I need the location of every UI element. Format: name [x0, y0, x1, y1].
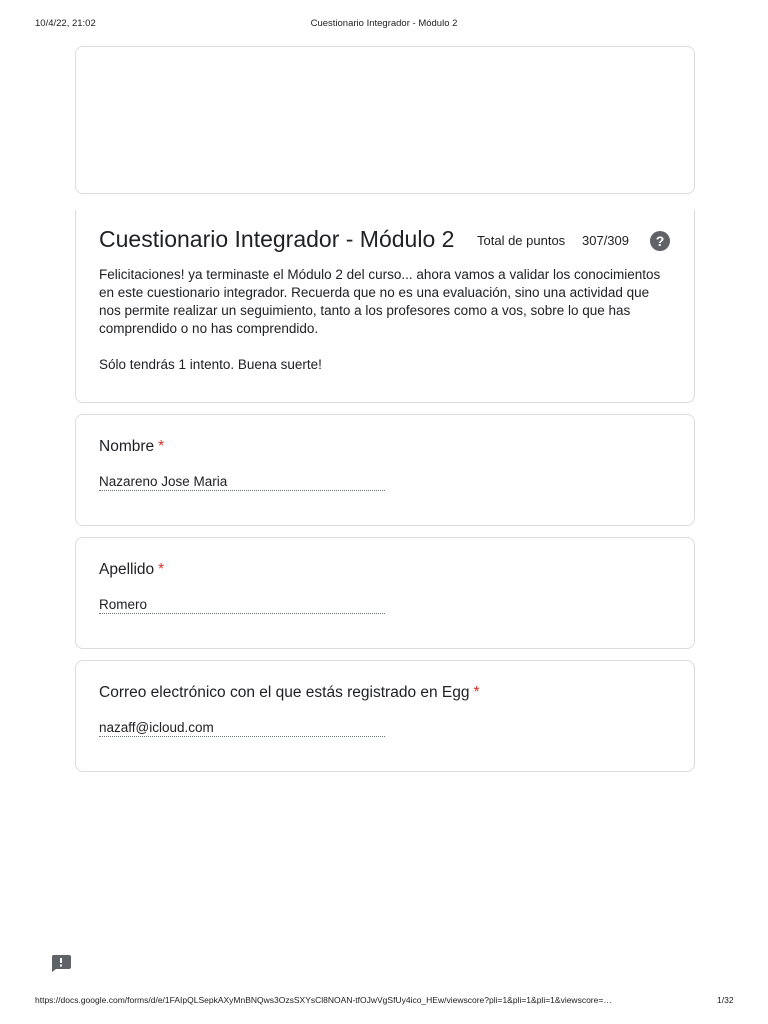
- required-asterisk: *: [473, 684, 480, 701]
- question-label-text: Correo electrónico con el que estás registrado en Egg: [99, 684, 470, 701]
- question-card-apellido: [75, 537, 695, 649]
- print-datetime: 10/4/22, 21:02: [35, 18, 96, 29]
- question-card-nombre: [75, 414, 695, 526]
- question-label: [99, 684, 480, 702]
- question-card-correo: [75, 660, 695, 772]
- form-title: Cuestionario Integrador - Módulo 2: [99, 226, 455, 252]
- form-header-image: [75, 46, 695, 194]
- question-label: [99, 561, 164, 579]
- answer-text: nazaff@icloud.com: [99, 720, 385, 737]
- required-asterisk: *: [158, 561, 165, 578]
- question-mark-circle-icon[interactable]: ?: [650, 231, 670, 251]
- print-footer: [0, 995, 768, 1009]
- question-label: [99, 438, 164, 456]
- total-points-label: Total de puntos: [477, 233, 566, 248]
- description-paragraph: Felicitaciones! ya terminaste el Módulo 2 del curso... ahora vamos a validar los conocimientos en este cuestionario integrador. Recuerda que no es una evaluación, sino una actividad que nos permite realizar un seguimiento, tanto a los profesores como a vos, sobre lo que has comprendido o no has comprendido.: [99, 267, 661, 336]
- answer-text: Romero: [99, 597, 385, 614]
- question-label-text: Apellido: [99, 561, 155, 578]
- feedback-icon[interactable]: [51, 955, 71, 972]
- description-paragraph: Sólo tendrás 1 intento. Buena suerte!: [99, 357, 322, 372]
- page-number: 1/32: [717, 995, 734, 1005]
- print-document-title: Cuestionario Integrador - Módulo 2: [310, 18, 458, 29]
- print-url: https://docs.google.com/forms/d/e/1FAIpQLSepkAXyMnBNQws3OzsSXYsCl8NOAN-tfOJwVgSfUy4ico_HEw/viewscore?pli=1&pli=1&pli=1&viewscore=…: [35, 995, 612, 1005]
- form-title-card: [75, 210, 695, 403]
- required-asterisk: *: [158, 438, 165, 455]
- question-label-text: Nombre: [99, 438, 155, 455]
- total-points-value: 307/309: [582, 233, 629, 248]
- answer-text: Nazareno Jose Maria: [99, 474, 385, 491]
- print-header: [0, 18, 768, 32]
- form-description: [99, 266, 670, 374]
- title-row: [99, 226, 670, 256]
